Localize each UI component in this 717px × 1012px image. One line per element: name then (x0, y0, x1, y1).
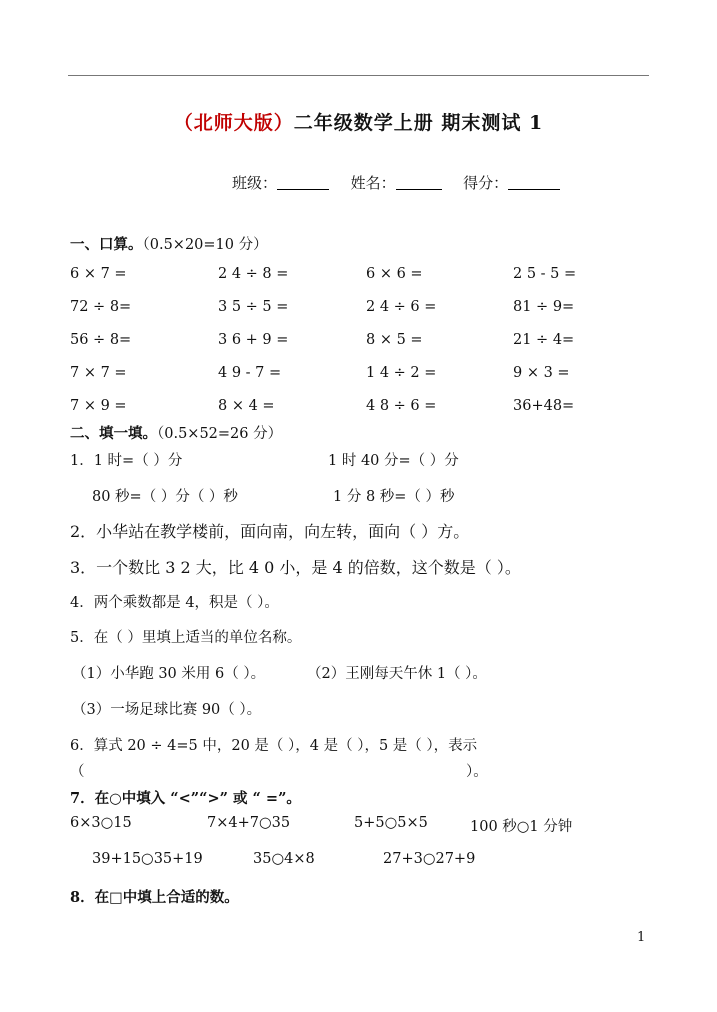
calc-item: 8 × 4 = (218, 398, 275, 414)
calc-item: 3 6 + 9 = (218, 332, 289, 348)
question-1d: 1 分 8 秒=（ ）秒 (333, 489, 455, 505)
question-6-open: （ (70, 764, 85, 780)
calc-item: 21 ÷ 4= (513, 332, 575, 348)
question-3: 3．一个数比 3 2 大，比 4 0 小，是 4 的倍数，这个数是（ ）。 (70, 558, 521, 577)
score-label: 得分： (463, 174, 509, 192)
question-5-2: （2）王刚每天午休 1（ ）。 (307, 666, 487, 682)
page-number: 1 (637, 930, 646, 945)
calc-item: 6 × 6 = (366, 266, 423, 282)
calc-item: 2 4 ÷ 8 = (218, 266, 289, 282)
question-4: 4．两个乘数都是 4，积是（ ）。 (70, 595, 279, 611)
calc-item: 7 × 7 = (70, 365, 127, 381)
compare-item: 7×4+7○35 (207, 815, 291, 831)
student-info-line (232, 172, 560, 193)
calc-item: 7 × 9 = (70, 398, 127, 414)
calc-item: 56 ÷ 8= (70, 332, 132, 348)
compare-item: 35○4×8 (253, 851, 315, 867)
class-label: 班级： (232, 174, 278, 192)
compare-item: 100 秒○1 分钟 (470, 819, 573, 835)
calc-item: 72 ÷ 8= (70, 299, 132, 315)
calc-item: 36+48= (513, 398, 575, 414)
score-blank[interactable] (508, 175, 560, 190)
calc-item: 81 ÷ 9= (513, 299, 575, 315)
page-title (0, 108, 717, 135)
question-5-1: （1）小华跑 30 米用 6（ ）。 (72, 666, 266, 682)
section1-heading-score: （0.5×20=10 分） (142, 237, 268, 253)
calc-item: 9 × 3 = (513, 365, 570, 381)
calc-item: 4 9 - 7 = (218, 365, 282, 381)
title-main: 二年级数学上册 期末测试 1 (293, 112, 544, 134)
question-1b: 1 时 40 分=（ ）分 (328, 453, 459, 469)
question-6-close: ）。 (466, 764, 488, 780)
question-8: 8．在□中填上合适的数。 (70, 889, 239, 906)
header-rule (68, 75, 649, 76)
calc-item: 8 × 5 = (366, 332, 423, 348)
class-blank[interactable] (277, 175, 329, 190)
question-1a: 1．1 时=（ ）分 (70, 453, 183, 469)
section2-heading-bold: 二、填一填。 (70, 425, 157, 442)
question-6: 6．算式 20 ÷ 4=5 中，20 是（ ），4 是（ ），5 是（ ），表示 (70, 738, 478, 754)
title-edition: （北师大版） (173, 112, 294, 134)
calc-item: 4 8 ÷ 6 = (366, 398, 437, 414)
section2-heading-score: （0.5×52=26 分） (157, 426, 283, 442)
section1-heading (70, 233, 268, 254)
name-blank[interactable] (396, 175, 442, 190)
question-5-3: （3）一场足球比赛 90（ ）。 (72, 702, 262, 718)
calc-item: 6 × 7 = (70, 266, 127, 282)
calc-item: 1 4 ÷ 2 = (366, 365, 437, 381)
question-7: 7．在○中填入 “<”“>” 或 “ =”。 (70, 790, 301, 807)
question-1c: 80 秒=（ ）分（ ）秒 (92, 489, 238, 505)
calc-item: 3 5 ÷ 5 = (218, 299, 289, 315)
compare-item: 27+3○27+9 (383, 851, 476, 867)
calc-item: 2 5 - 5 = (513, 266, 577, 282)
section1-heading-bold: 一、口算。 (70, 236, 143, 253)
name-label: 姓名： (350, 174, 396, 192)
compare-item: 39+15○35+19 (92, 851, 203, 867)
compare-item: 5+5○5×5 (354, 815, 428, 831)
section2-heading (70, 422, 282, 443)
calc-item: 2 4 ÷ 6 = (366, 299, 437, 315)
question-2: 2．小华站在教学楼前，面向南，向左转，面向（ ）方。 (70, 522, 470, 541)
question-5: 5．在（ ）里填上适当的单位名称。 (70, 630, 302, 646)
compare-item: 6×3○15 (70, 815, 132, 831)
